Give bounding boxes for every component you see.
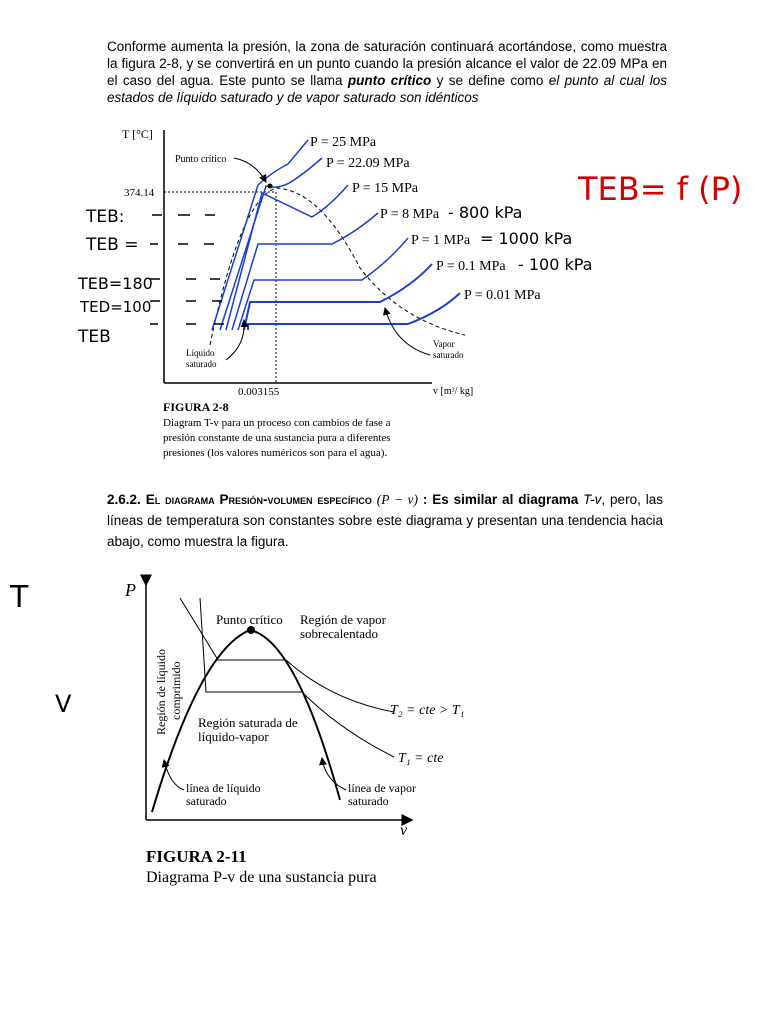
section-text: : Es similar al diagrama bbox=[417, 492, 584, 507]
fig2-vapor-line-2: saturado bbox=[348, 794, 389, 808]
fig1-vapor-2: saturado bbox=[433, 350, 464, 360]
fig1-p-25: P = 25 MPa bbox=[310, 135, 377, 150]
fig1-liquid-2: saturado bbox=[186, 359, 217, 369]
fig2-superheated-2: sobrecalentado bbox=[300, 626, 378, 641]
hand-note-1: = 1000 kPa bbox=[480, 229, 573, 248]
fig1-vapor-arrow bbox=[385, 308, 430, 355]
hand-teb-2: TEB = bbox=[86, 235, 139, 255]
hand-t-mark: T bbox=[10, 580, 29, 615]
section-formula: (P − v) bbox=[376, 492, 418, 507]
fig2-caption-title: FIGURA 2-11 bbox=[146, 847, 247, 866]
section-title: El diagrama Presión-volumen específico bbox=[145, 492, 372, 507]
section-number: 2.6.2. bbox=[107, 492, 141, 507]
fig1-critical-point bbox=[268, 184, 273, 189]
fig1-y-label: T [°C] bbox=[122, 127, 153, 141]
hand-teb-4: TED=100 bbox=[80, 298, 152, 316]
fig1-isobar-8 bbox=[232, 213, 378, 330]
fig2-critical-label: Punto crítico bbox=[216, 612, 283, 627]
hand-v-mark: V bbox=[55, 690, 72, 718]
fig1-caption-1: Diagram T-v para un proceso con cambios de fase a bbox=[163, 417, 391, 429]
intro-text-1: Conforme aumenta la presión, la zona de saturación continuará acortándose, como muestra la figura 2-8, y se convertirá en un punto cuando la presión alcance el valor de 22.09 MPa en el caso del agua. Este punto se llama bbox=[107, 39, 667, 88]
fig1-p-2209: P = 22.09 MPa bbox=[326, 156, 410, 171]
fig1-p-1: P = 1 MPa bbox=[411, 233, 471, 248]
figure-2-11 bbox=[124, 580, 465, 886]
intro-critical-point: punto crítico bbox=[347, 73, 432, 88]
fig1-isobar-001 bbox=[248, 293, 460, 330]
hand-note-01: - 100 kPa bbox=[518, 255, 593, 274]
hand-teb-1: TEB: bbox=[86, 207, 125, 227]
figure-2-8 bbox=[122, 127, 541, 459]
fig2-caption-text: Diagrama P-v de una sustancia pura bbox=[146, 869, 377, 886]
fig2-compressed-2: comprimido bbox=[169, 661, 183, 720]
fig2-y-label: P bbox=[125, 580, 136, 600]
fig1-caption-2: presión constante de una sustancia pura a diferentes bbox=[163, 432, 391, 444]
fig2-superheated-1: Región de vapor bbox=[300, 612, 386, 627]
fig2-liquid-line-1: línea de líquido bbox=[186, 781, 261, 795]
fig2-t2-label: T₂ = cte > T₁ bbox=[390, 703, 465, 718]
hand-formula: TEB= f (P) bbox=[578, 170, 743, 208]
intro-definition: el punto al cual los estados de líquido saturado y de vapor saturado son idénticos bbox=[107, 73, 667, 105]
fig1-caption-title: FIGURA 2-8 bbox=[163, 400, 229, 414]
fig1-p-15: P = 15 MPa bbox=[352, 181, 419, 196]
fig1-liquid-arrow bbox=[226, 320, 244, 360]
fig1-liquid-1: Líquido bbox=[186, 348, 215, 358]
fig2-t1-label: T₁ = cte bbox=[398, 751, 444, 766]
fig2-critical-point bbox=[247, 626, 255, 634]
fig2-compressed-1: Región de líquido bbox=[154, 649, 168, 735]
section-tv: T-v bbox=[583, 492, 602, 507]
fig1-p-8: P = 8 MPa bbox=[380, 207, 440, 222]
fig1-x-label: v [m³/ kg] bbox=[433, 386, 474, 397]
fig1-critical-label: Punto crítico bbox=[175, 154, 227, 165]
section-text-2: , pero, las líneas de temperatura son constantes sobre este diagrama y presentan una tendencia hacia abajo, como muestra la figura. bbox=[107, 492, 663, 549]
fig2-vapor-arrow bbox=[322, 758, 346, 790]
fig1-critical-volume: 0.003155 bbox=[238, 386, 280, 398]
fig2-saturated-2: líquido-vapor bbox=[198, 729, 269, 744]
hand-teb-3: TEB=180 bbox=[78, 274, 153, 293]
fig1-caption-3: presiones (los valores numéricos son para el agua). bbox=[163, 447, 388, 459]
fig2-saturated-1: Región saturada de bbox=[198, 715, 298, 730]
fig2-vapor-line-1: línea de vapor bbox=[348, 781, 416, 795]
hand-dashes bbox=[150, 215, 224, 324]
fig2-x-label: v bbox=[400, 822, 408, 839]
intro-text-2: y se define como bbox=[431, 73, 549, 88]
fig1-critical-arrow bbox=[234, 158, 266, 182]
fig1-p-01: P = 0.1 MPa bbox=[436, 259, 506, 274]
fig1-p-001: P = 0.01 MPa bbox=[464, 288, 541, 303]
fig1-critical-temp: 374.14 bbox=[124, 187, 155, 199]
hand-teb-5: TEB bbox=[78, 327, 111, 347]
fig2-liquid-line-2: saturado bbox=[186, 794, 227, 808]
fig1-isobar-01 bbox=[244, 264, 432, 330]
hand-note-8: - 800 kPa bbox=[448, 203, 523, 222]
fig1-isobar-1 bbox=[238, 238, 408, 330]
fig1-vapor-1: Vapor bbox=[433, 339, 455, 349]
